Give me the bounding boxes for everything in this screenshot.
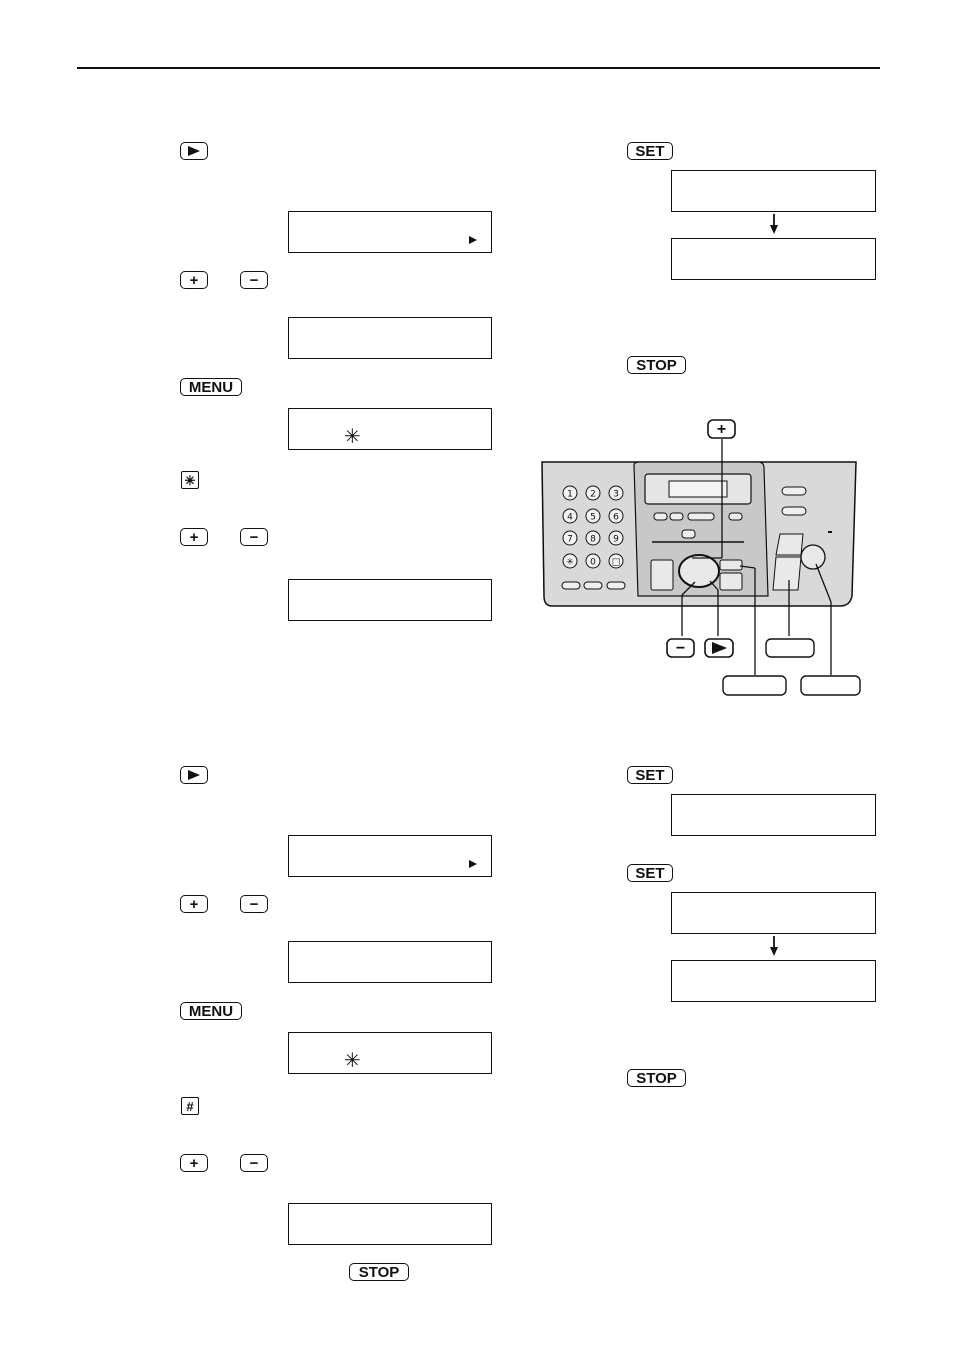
plus-key-3: + bbox=[180, 895, 208, 913]
stop-key-3: STOP bbox=[627, 1069, 686, 1087]
set-key-3: SET bbox=[627, 864, 673, 882]
svg-text:8: 8 bbox=[590, 534, 596, 545]
lcd-display-r1 bbox=[671, 170, 876, 212]
cursor-arrow-icon bbox=[469, 860, 477, 868]
svg-text:3: 3 bbox=[613, 489, 619, 500]
svg-text:−: − bbox=[675, 640, 686, 657]
down-arrow-icon bbox=[769, 214, 779, 234]
lcd-display-1 bbox=[288, 211, 492, 253]
svg-text:1: 1 bbox=[567, 489, 573, 500]
lcd-display-6 bbox=[288, 941, 492, 983]
svg-text:9: 9 bbox=[613, 534, 619, 545]
play-key-1 bbox=[180, 142, 208, 160]
lcd-display-2 bbox=[288, 317, 492, 359]
fax-machine-diagram bbox=[530, 410, 870, 700]
header-rule bbox=[77, 67, 880, 69]
stop-key-2: STOP bbox=[627, 356, 686, 374]
down-arrow-icon bbox=[769, 936, 779, 956]
lcd-display-8 bbox=[288, 1203, 492, 1245]
lcd-display-r5 bbox=[671, 960, 876, 1002]
lcd-display-r4 bbox=[671, 892, 876, 934]
plus-key-2: + bbox=[180, 528, 208, 546]
plus-key-1: + bbox=[180, 271, 208, 289]
svg-text:6: 6 bbox=[613, 512, 619, 523]
lcd-display-r3 bbox=[671, 794, 876, 836]
minus-key-3: − bbox=[240, 895, 268, 913]
play-icon bbox=[187, 145, 201, 157]
svg-text:✳: ✳ bbox=[566, 557, 574, 568]
set-key-2: SET bbox=[627, 766, 673, 784]
cursor-arrow-icon bbox=[469, 236, 477, 244]
star-key: ✳ bbox=[181, 471, 199, 489]
svg-text:0: 0 bbox=[590, 557, 596, 568]
menu-key-1: MENU bbox=[180, 378, 242, 396]
play-icon bbox=[187, 769, 201, 781]
lcd-display-3 bbox=[288, 408, 492, 450]
minus-key-2: − bbox=[240, 528, 268, 546]
lcd-display-5 bbox=[288, 835, 492, 877]
plus-key-4: + bbox=[180, 1154, 208, 1172]
svg-text:4: 4 bbox=[567, 512, 573, 523]
svg-text:2: 2 bbox=[590, 489, 596, 500]
hash-key: # bbox=[181, 1097, 199, 1115]
minus-key-4: − bbox=[240, 1154, 268, 1172]
svg-text:□: □ bbox=[611, 557, 621, 568]
svg-text:5: 5 bbox=[590, 512, 596, 523]
menu-key-2: MENU bbox=[180, 1002, 242, 1020]
set-key-1: SET bbox=[627, 142, 673, 160]
minus-key-1: − bbox=[240, 271, 268, 289]
stop-key-1: STOP bbox=[349, 1263, 409, 1281]
lcd-star-char: ✳ bbox=[344, 1048, 361, 1072]
lcd-display-7 bbox=[288, 1032, 492, 1074]
lcd-display-r2 bbox=[671, 238, 876, 280]
svg-text:7: 7 bbox=[567, 534, 573, 545]
lcd-star-char: ✳ bbox=[344, 424, 361, 448]
play-key-2 bbox=[180, 766, 208, 784]
svg-text:+: + bbox=[716, 421, 727, 438]
lcd-display-4 bbox=[288, 579, 492, 621]
